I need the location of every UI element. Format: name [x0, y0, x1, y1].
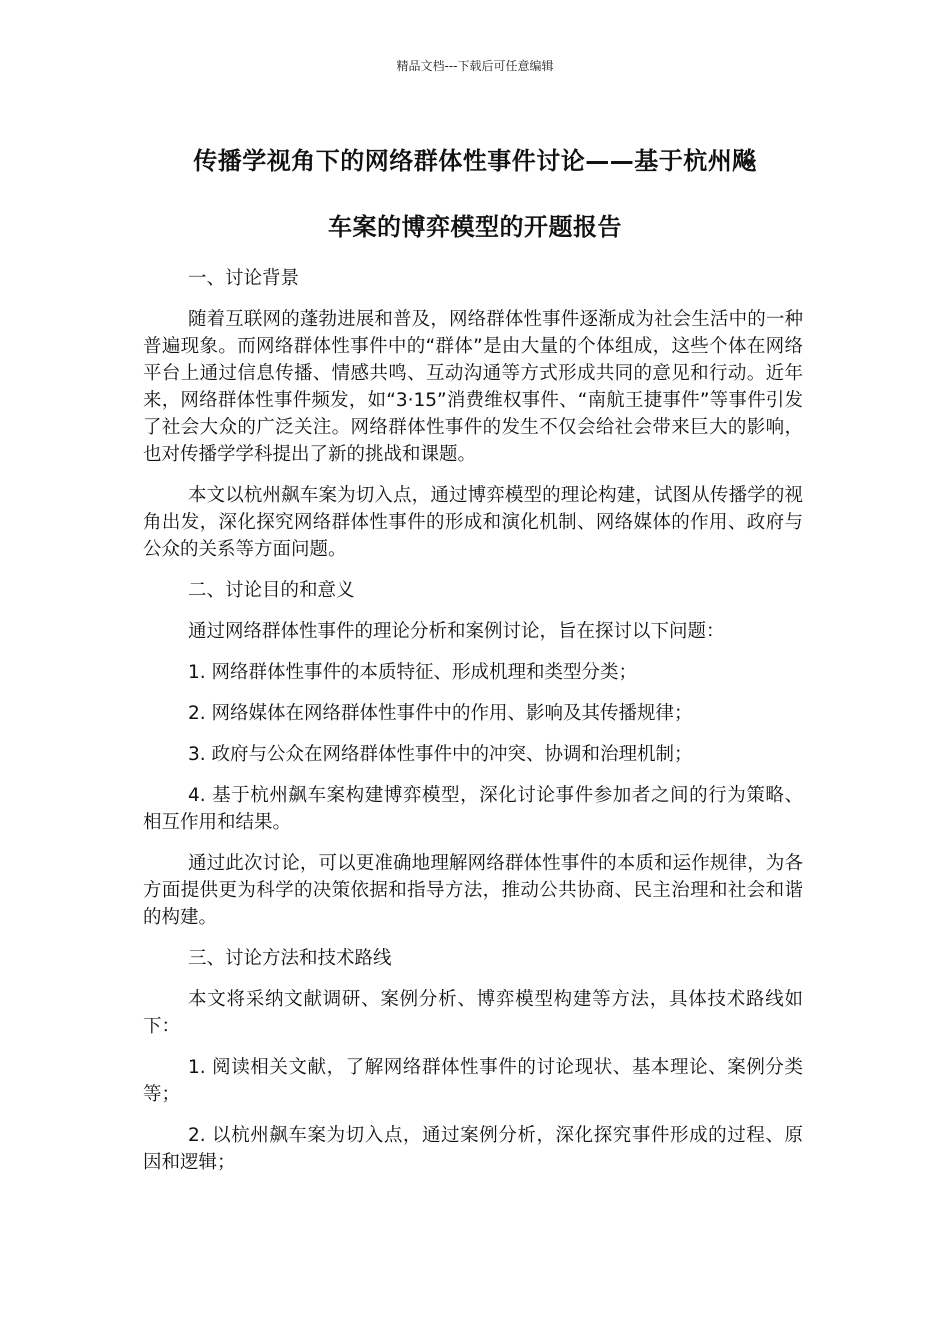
paragraph-entry-point: 本文以杭州飙车案为切入点，通过博弈模型的理论构建，试图从传播学的视角出发，深化探究网络群体性事件的形成和演化机制、网络媒体的作用、政府与公众的关系等方面问题。 [143, 485, 803, 560]
paragraph-significance: 通过此次讨论，可以更准确地理解网络群体性事件的本质和运作规律，为各方面提供更为科学的决策依据和指导方法，推动公共协商、民主治理和社会和谐的构建。 [143, 853, 803, 928]
paragraph-method-intro: 本文将采纳文献调研、案例分析、博弈模型构建等方法，具体技术路线如下： [143, 989, 803, 1037]
section-heading-background: 一、讨论背景 [188, 268, 300, 289]
document-body [143, 265, 803, 1190]
section-heading-purpose: 二、讨论目的和意义 [188, 580, 355, 601]
title-line-2: 车案的博弈模型的开题报告 [328, 213, 622, 241]
list-item-purpose-3: 3. 政府与公众在网络群体性事件中的冲突、协调和治理机制； [188, 744, 693, 765]
paragraph-purpose-intro: 通过网络群体性事件的理论分析和案例讨论，旨在探讨以下问题： [188, 621, 725, 642]
list-item-purpose-1: 1. 网络群体性事件的本质特征、形成机理和类型分类； [188, 662, 638, 683]
paragraph-background: 随着互联网的蓬勃进展和普及，网络群体性事件逐渐成为社会生活中的一种普遍现象。而网络群体性事件中的“群体”是由大量的个体组成，这些个体在网络平台上通过信息传播、情感共鸣、互动沟通等方式形成共同的意见和行动。近年来，网络群体性事件频发，如“3·15”消费维权事件、“南航王捷事件”等事件引发了社会大众的广泛关注。网络群体性事件的发生不仅会给社会带来巨大的影响，也对传播学学科提出了新的挑战和课题。 [143, 309, 803, 465]
title-line-1: 传播学视角下的网络群体性事件讨论——基于杭州飚 [193, 147, 757, 175]
document-title [120, 128, 830, 260]
list-item-method-1: 1. 阅读相关文献，了解网络群体性事件的讨论现状、基本理论、案例分类等； [143, 1057, 803, 1105]
list-item-method-2: 2. 以杭州飙车案为切入点，通过案例分析，深化探究事件形成的过程、原因和逻辑； [143, 1125, 803, 1173]
page-header-note: 精品文档---下载后可任意编辑 [396, 59, 554, 73]
list-item-purpose-2: 2. 网络媒体在网络群体性事件中的作用、影响及其传播规律； [188, 703, 693, 724]
section-heading-method: 三、讨论方法和技术路线 [188, 948, 392, 969]
list-item-purpose-4: 4. 基于杭州飙车案构建博弈模型，深化讨论事件参加者之间的行为策略、相互作用和结果。 [143, 785, 803, 833]
